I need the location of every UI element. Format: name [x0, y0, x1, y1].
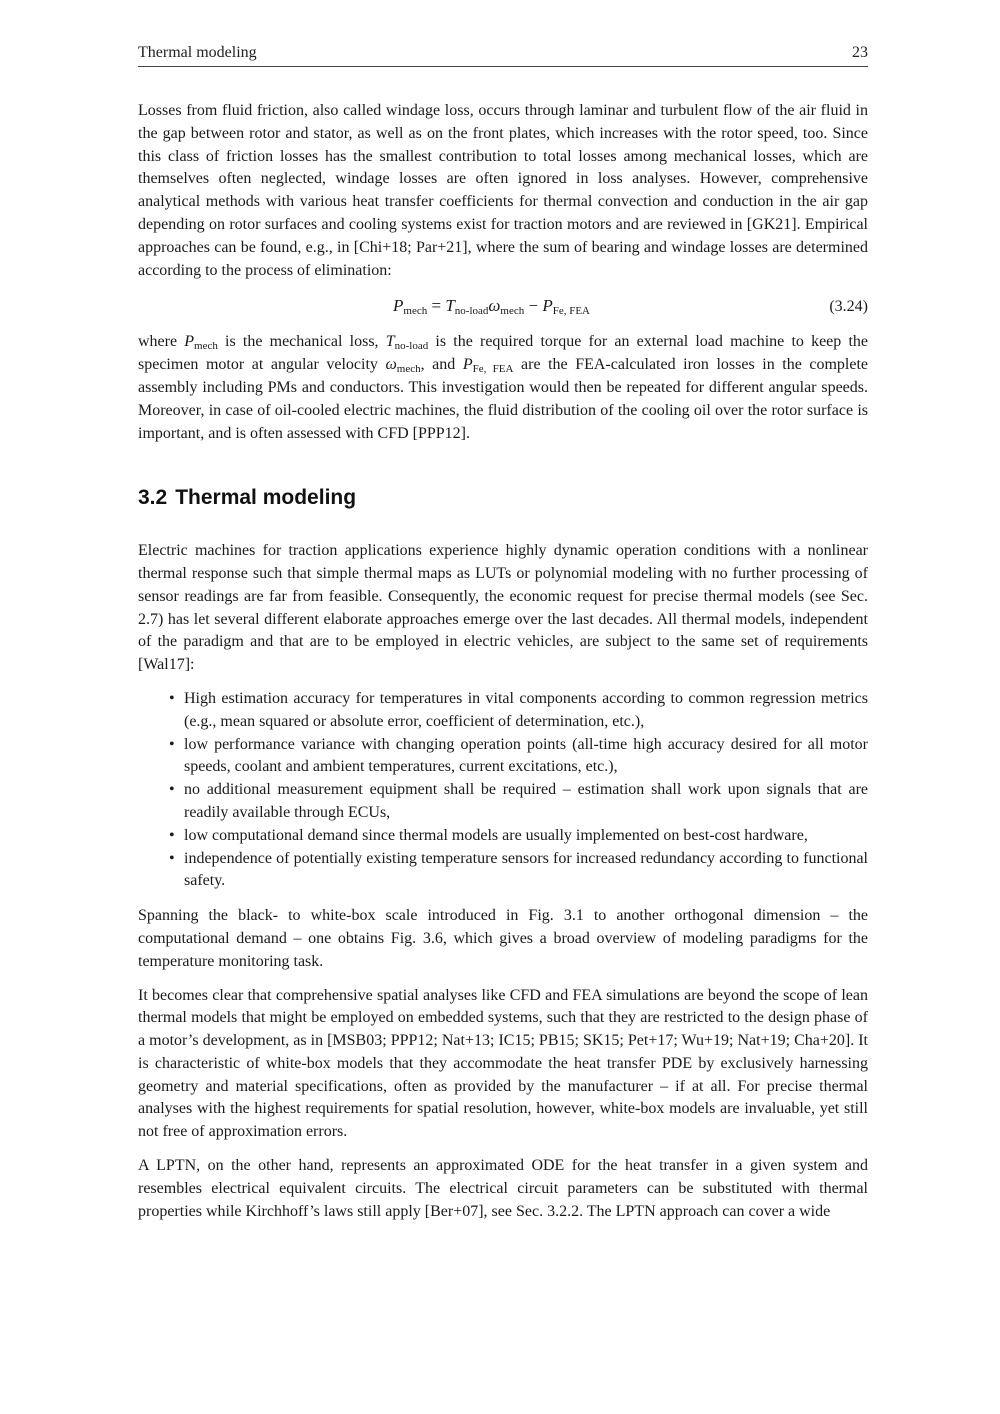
section-heading [138, 487, 868, 510]
subscript-mech: mech [403, 305, 428, 318]
minus-sign: − [524, 296, 543, 316]
symbol-p: P [462, 356, 473, 374]
list-item: • no additional measurement equipment shall be required – estimation shall work upon signals that are readily available through ECUs, [184, 779, 868, 825]
symbol-omega: ω [385, 356, 397, 374]
list-item: • low computational demand since thermal models are usually implemented on best-cost hardware, [184, 825, 868, 848]
equation-3-24 [138, 293, 868, 323]
list-item: • High estimation accuracy for temperatures in vital components according to common regression metrics (e.g., mean squared or absolute error, coefficient of determination, etc.), [184, 688, 868, 734]
equation-number: (3.24) [829, 298, 868, 316]
equation-body [393, 295, 590, 318]
symbol-t: T [445, 296, 455, 316]
paragraph-thermal-requirements-intro: Electric machines for traction applications experience highly dynamic operation conditions with a nonlinear thermal response such that simple thermal maps as LUTs or polynomial modeling with no further processing of sensor readings are far from feasible. Consequently, the economic request for precise thermal models (see Sec. 2.7) has let several different elaborate approaches emerge over the last decades. All thermal models, independent of the paradigm and that are to be employed in electric vehicles, are subject to the same set of requirements [Wal17]: [138, 542, 868, 674]
text-run: are the FEA-calculated iron losses in the complete assembly including PMs and conductors. This investigation would then be repeated for different angular speeds. Moreover, in case of oil-cooled electric machines, the fluid distribution of the cooling oil over the rotor surface is important, and is often assessed with CFD [PPP12]. [138, 356, 869, 442]
chapter-title: Thermal modeling [138, 44, 257, 61]
subscript-no-load: no-load [394, 340, 429, 353]
text-run: , and [420, 356, 463, 374]
list-item: • low performance variance with changing operation points (all-time high accuracy desired for all motor speeds, coolant and ambient temperatures, current excitations, etc.), [184, 734, 868, 780]
paragraph-windage-loss: Losses from fluid friction, also called windage loss, occurs through laminar and turbulent flow of the air fluid in the gap between rotor and stator, as well as on the front plates, which increases with the rotor speed, too. Since this class of friction losses has the smallest contribution to total losses among mechanical losses, which are themselves often neglected, windage losses are often ignored in loss analyses. However, comprehensive analytical methods with various heat transfer coefficients for thermal convection and conduction in the air gap depending on rotor surfaces and cooling systems exist for traction motors and are reviewed in [GK21]. Empirical approaches can be found, e.g., in [Chi+18; Par+21], where the sum of bearing and windage losses are determined according to the process of elimination: [138, 102, 868, 279]
subscript-mech: mech [396, 363, 421, 376]
section-number: 3.2 [138, 486, 168, 510]
subscript-no-load: no-load [454, 305, 489, 318]
paragraph-black-white-box-scale: Spanning the black- to white-box scale introduced in Fig. 3.1 to another orthogonal dimension – the computational demand – one obtains Fig. 3.6, which gives a broad overview of modeling paradigms for the temperature monitoring task. [138, 907, 868, 970]
subscript-fe-fea: Fe, FEA [472, 363, 514, 376]
paragraph-spatial-analyses: It becomes clear that comprehensive spatial analyses like CFD and FEA simulations are beyond the scope of lean thermal models that might be employed on embedded systems, such that they are restricted to the design phase of a motor’s development, as in [MSB03; PPP12; Nat+13; IC15; PB15; SK15; Pet+17; Wu+19; Nat+19; Cha+20]. It is characteristic of white-box models that they accommodate the heat transfer PDE by exclusively harnessing geometry and material specifications, often as provided by the manufacturer – if at all. For precise thermal analyses with the highest requirements for spatial resolution, however, white-box models are invaluable, yet still not free of approximation errors. [138, 986, 868, 1141]
symbol-p: P [184, 333, 195, 351]
paragraph-mechanical-loss-definition [138, 331, 868, 445]
paragraph-lptn: A LPTN, on the other hand, represents an approximated ODE for the heat transfer in a given system and resembles electrical equivalent circuits. The electrical circuit parameters can be substituted with thermal properties while Kirchhoff’s laws still apply [Ber+07], see Sec. 3.2.2. The LPTN approach can cover a wide [138, 1157, 868, 1220]
running-header [138, 44, 868, 67]
symbol-p: P [542, 296, 553, 316]
page-number: 23 [852, 44, 868, 61]
symbol-t: T [385, 333, 395, 351]
symbol-omega: ω [488, 296, 501, 316]
subscript-mech: mech [500, 305, 525, 318]
subscript-mech: mech [194, 340, 218, 353]
section-title: Thermal modeling [175, 486, 357, 510]
equals-sign: = [427, 296, 446, 316]
symbol-p: P [393, 296, 404, 316]
text-run: where [138, 333, 185, 351]
list-item: • independence of potentially existing temperature sensors for increased redundancy according to functional safety. [184, 848, 868, 894]
body-text [138, 100, 868, 1234]
text-run: is the required torque for an external load machine to keep the specimen motor at angular velocity [138, 333, 868, 374]
text-run: is the mechanical loss, [217, 333, 386, 351]
subscript-fe-fea: Fe, FEA [552, 305, 590, 318]
requirements-list [138, 688, 868, 893]
